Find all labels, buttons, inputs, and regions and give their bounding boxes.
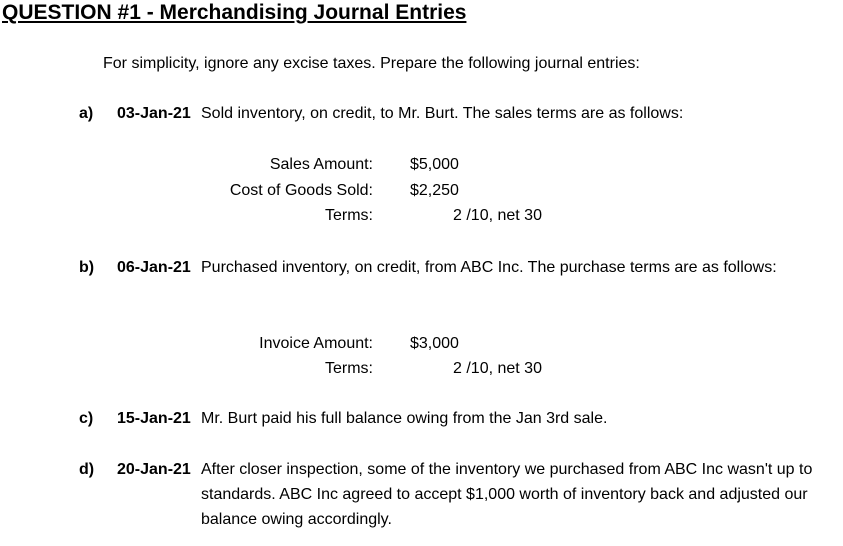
cogs-value: $2,250 [410, 182, 459, 199]
cogs-label: Cost of Goods Sold: [229, 182, 373, 199]
invoice-amount-label: Invoice Amount: [259, 335, 373, 352]
item-b-letter: b) [79, 259, 95, 276]
sales-amount-value: $5,000 [410, 156, 459, 173]
sales-amount-label: Sales Amount: [269, 156, 373, 173]
sales-terms-value: 2 /10, net 30 [453, 207, 542, 224]
item-a-text: Sold inventory, on credit, to Mr. Burt. The sales terms are as follows: [201, 105, 684, 122]
item-b-text: Purchased inventory, on credit, from ABC Inc. The purchase terms are as follows: [201, 259, 777, 276]
question-title: QUESTION #1 - Merchandising Journal Entries [2, 1, 467, 24]
item-b-date: 06-Jan-21 [117, 259, 191, 276]
item-d-text: After closer inspection, some of the inventory we purchased from ABC Inc wasn't up to standards. ABC Inc agreed to accept $1,000 worth of inventory back and adjusted our balance owing accordingly. [201, 461, 813, 528]
purchase-terms-value: 2 /10, net 30 [453, 360, 542, 377]
sales-terms-label: Terms: [325, 207, 373, 224]
item-a-date: 03-Jan-21 [117, 105, 191, 122]
intro-text: For simplicity, ignore any excise taxes. Prepare the following journal entries: [103, 55, 640, 72]
invoice-amount-value: $3,000 [410, 335, 459, 352]
item-d-letter: d) [79, 461, 95, 478]
item-c-letter: c) [79, 410, 94, 427]
purchase-terms-label: Terms: [325, 360, 373, 377]
item-c-date: 15-Jan-21 [117, 410, 191, 427]
item-c-text: Mr. Burt paid his full balance owing from the Jan 3rd sale. [201, 410, 608, 427]
item-d-date: 20-Jan-21 [117, 461, 191, 478]
item-a-letter: a) [79, 105, 94, 122]
